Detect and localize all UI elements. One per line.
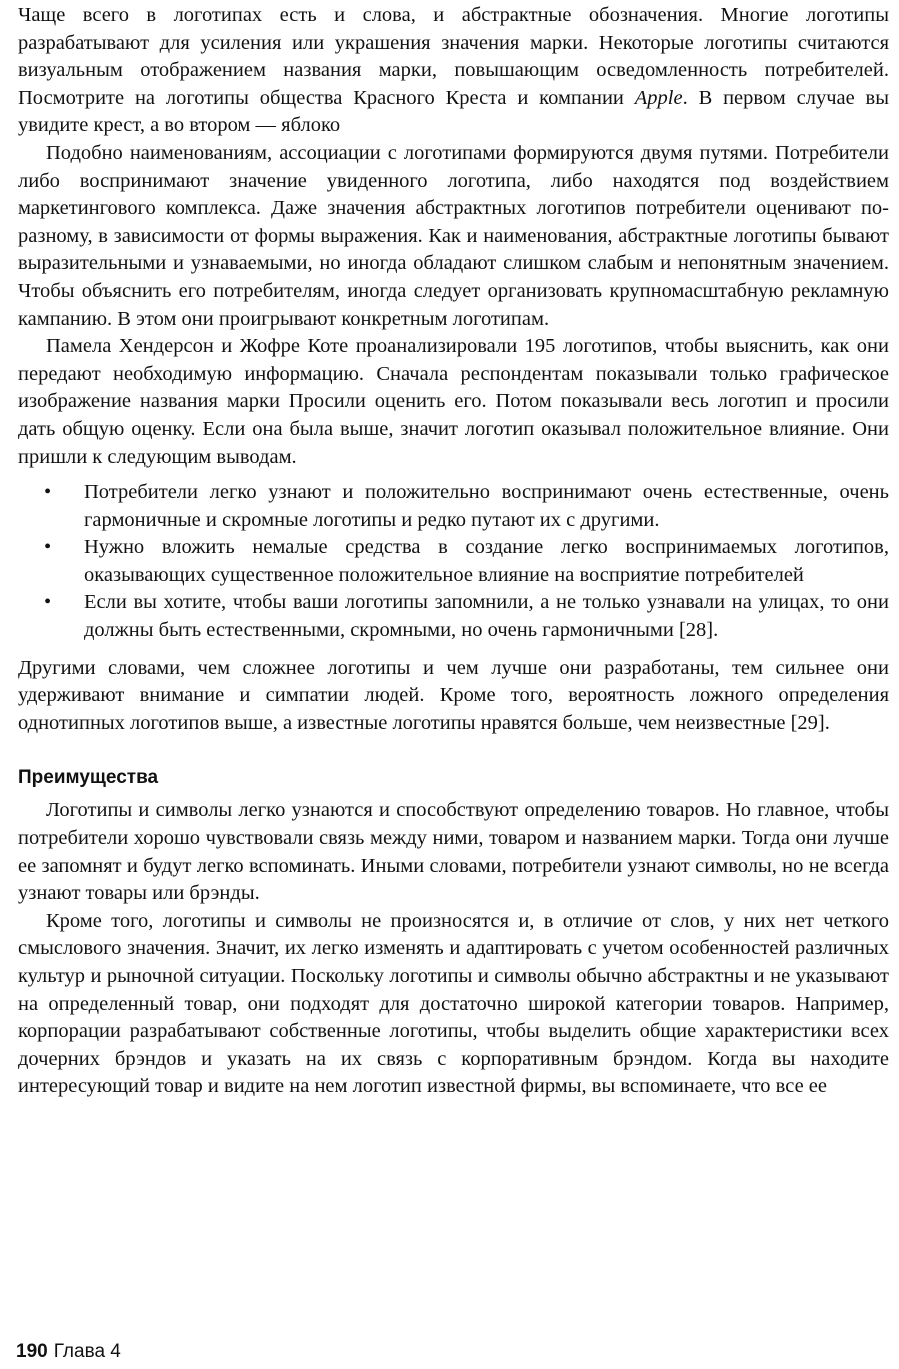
list-item	[18, 534, 889, 589]
page-number: 190	[16, 1341, 48, 1362]
paragraph-text: Чаще всего в логотипах есть и слова, и абстрактные обозначения. Многие логотипы разрабатывают для усиления или украшения значения марки. Некоторые логотипы считаются визуальным отображением названия марки, повышающим осведомленность потребителей. Посмотрите на логотипы общества Красного Креста и компании	[18, 4, 889, 109]
bullet-icon: •	[44, 591, 52, 614]
paragraph-text: . В первом случае вы увидите крест, а во втором — яблоко	[18, 86, 890, 137]
paragraph-summary: Другими словами, чем сложнее логотипы и чем лучше они разработаны, тем сильнее они удерживают внимание и симпатии людей. Кроме того, вероятность ложного определения однотипных логотипов выше, а известные логотипы нравятся больше, чем неизвестные [29].	[18, 656, 889, 734]
list-item-text: Нужно вложить немалые средства в создание легко воспринимаемых логотипов, оказывающих существенное положительное влияние на восприятие потребителей	[84, 536, 889, 586]
chapter-label: Глава 4	[53, 1341, 121, 1362]
list-item	[18, 589, 889, 644]
paragraph-study: Памела Хендерсон и Жофре Коте проанализировали 195 логотипов, чтобы выяснить, как они передают необходимую информацию. Сначала респондентам показывали только графическое изображение названия марки Просили оценить его. Потом показывали весь логотип и просили дать общую оценку. Если она была выше, значит логотип оказывал положительное влияние. Они пришли к следующим выводам.	[18, 335, 889, 468]
paragraph-associations: Подобно наименованиям, ассоциации с логотипами формируются двумя путями. Потребители либо воспринимают значение увиденного логотипа, либо находятся под воздействием маркетингового комплекса. Даже значения абстрактных логотипов потребители оценивают по-разному, в зависимости от формы выражения. Как и наименования, абстрактные логотипы бывают выразительными и узнаваемыми, но иногда обладают слишком слабым и непонятным значением. Чтобы объяснить его потребителям, иногда следует организовать крупномасштабную рекламную кампанию. В этом они проигрывают конкретным логотипам.	[18, 141, 889, 330]
section-heading: Преимущества	[18, 767, 159, 789]
list-item-text: Если вы хотите, чтобы ваши логотипы запомнили, а не только узнавали на улицах, то они должны быть естественными, скромными, но очень гармоничными [28].	[84, 591, 889, 642]
brand-name-apple: Apple	[634, 86, 683, 109]
conclusions-list	[18, 479, 889, 645]
bullet-icon: •	[44, 536, 52, 559]
paragraph-logos-intro	[18, 2, 889, 140]
paragraph-advantages-1: Логотипы и символы легко узнаются и способствуют определению товаров. Но главное, чтобы потребители хорошо чувствовали связь между ними, товаром и названием марки. Тогда они лучше ее запомнят и будут легко вспоминать. Иными словами, потребители узнают символы, но не всегда узнают товары или брэнды.	[18, 799, 889, 905]
paragraph-advantages-2: Кроме того, логотипы и символы не произносятся и, в отличие от слов, у них нет четкого смыслового значения. Значит, их легко изменять и адаптировать с учетом особенностей различных культур и рыночной ситуации. Поскольку логотипы и символы обычно абстрактны и не указывают на определенный товар, они подходят для достаточно широкой категории товаров. Например, корпорации разрабатывают собственные логотипы, чтобы выделить общие характеристики всех дочерних брэндов и указать на их связь с корпоративным брэндом. Когда вы находите интересующий товар и видите на нем логотип известной фирмы, вы вспоминаете, что все ее	[18, 909, 889, 1098]
list-item	[18, 479, 889, 534]
list-item-text: Потребители легко узнают и положительно воспринимают очень естественные, очень гармоничные и скромные логотипы и редко путают их с другими.	[84, 481, 889, 531]
page-footer	[16, 1340, 121, 1364]
bullet-icon: •	[44, 481, 52, 504]
